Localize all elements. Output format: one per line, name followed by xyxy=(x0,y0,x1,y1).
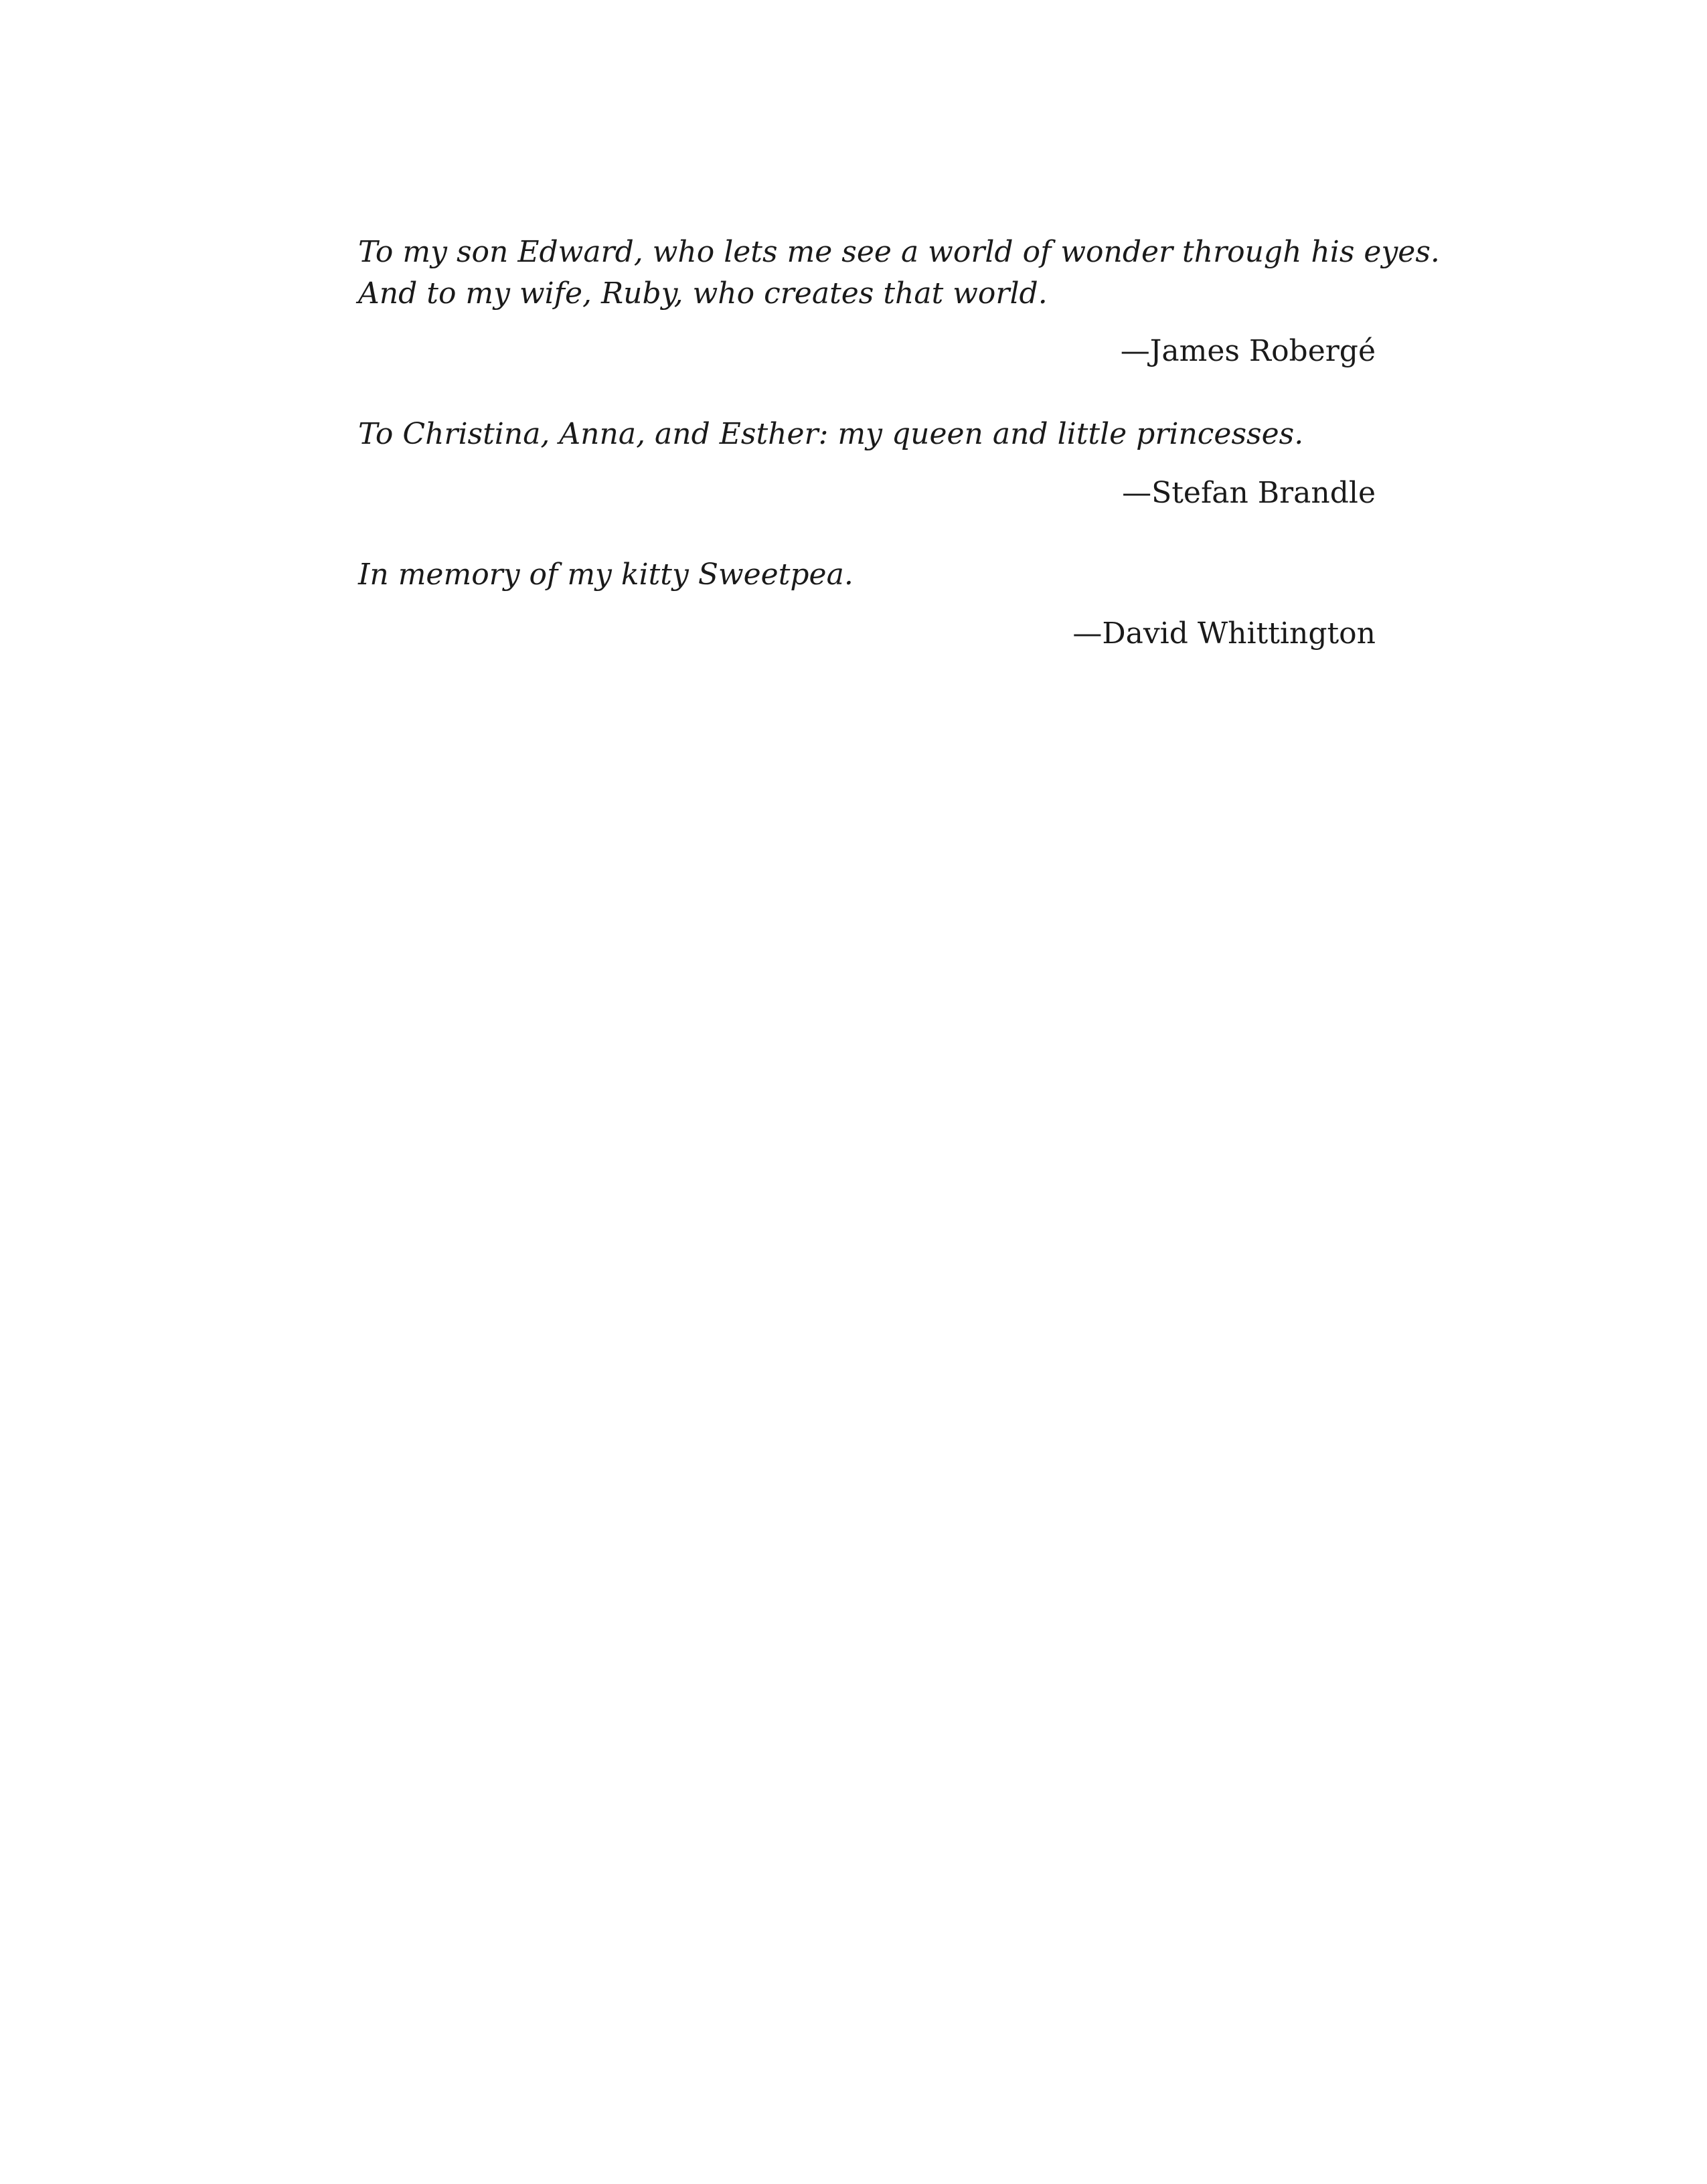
dedication-3-line-1: In memory of my kitty Sweetpea. xyxy=(358,558,854,592)
dedication-block-2 xyxy=(358,414,1376,521)
dedication-1-author: —James Robergé xyxy=(1120,334,1376,368)
dedication-2-line-1: To Christina, Anna, and Esther: my queen and little princesses. xyxy=(358,417,1304,451)
dedication-3-author: —David Whittington xyxy=(1072,616,1376,651)
dedication-text-2 xyxy=(358,414,1376,455)
dedication-block-3 xyxy=(358,554,1376,661)
dedication-text-1 xyxy=(358,232,1440,315)
dedication-2-author: —Stefan Brandle xyxy=(1122,476,1376,510)
dedication-text-3 xyxy=(358,554,1376,596)
dedication-block-1 xyxy=(358,232,1440,379)
dedication-1-line-1: To my son Edward, who lets me see a world of wonder through his eyes. xyxy=(358,235,1440,269)
dedication-1-line-2: And to my wife, Ruby, who creates that world. xyxy=(358,276,1048,311)
